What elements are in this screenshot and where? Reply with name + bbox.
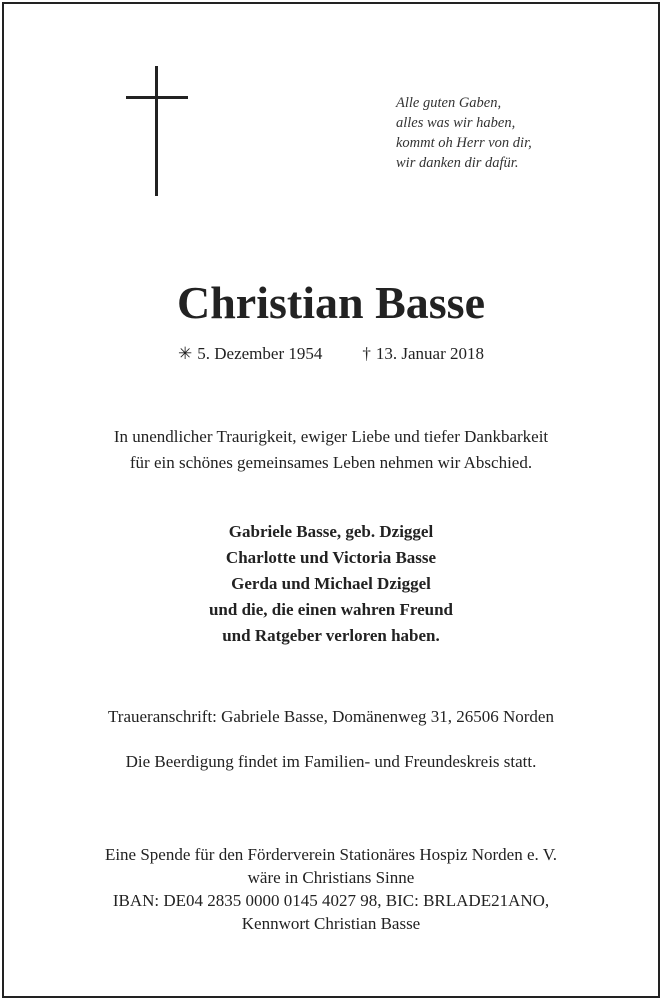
birth-date: 5. Dezember 1954 [197, 344, 323, 363]
donation-line: IBAN: DE04 2835 0000 0145 4027 98, BIC: BRLADE21ANO, [112, 891, 550, 910]
farewell-text [0, 424, 662, 476]
birth-star-icon: ✳ [178, 344, 193, 363]
farewell-line: In unendlicher Traurigkeit, ewiger Liebe und tiefer Dankbarkeit [113, 427, 549, 446]
verse-line: alles was wir haben, [396, 115, 516, 131]
life-dates [0, 342, 662, 366]
verse-line: Alle guten Gaben, [396, 95, 502, 111]
mourner-line: und die, die einen wahren Freund [208, 600, 454, 619]
verse-line: kommt oh Herr von dir, [396, 135, 532, 151]
mourner-line: und Ratgeber verloren haben. [222, 626, 440, 645]
cross-icon [126, 66, 188, 196]
donation-note [0, 843, 662, 935]
cross-vertical-bar [155, 66, 158, 196]
mourning-address: Traueranschrift: Gabriele Basse, Domänenweg 31, 26506 Norden [108, 707, 554, 726]
mourner-line: Charlotte und Victoria Basse [225, 548, 437, 567]
deceased-name: Christian Basse [177, 277, 485, 328]
verse-block [396, 93, 616, 173]
donation-line: wäre in Christians Sinne [247, 868, 415, 887]
donation-line: Kennwort Christian Basse [241, 914, 421, 933]
farewell-line: für ein schönes gemeinsames Leben nehmen wir Abschied. [129, 453, 533, 472]
donation-line: Eine Spende für den Förderverein Stationäres Hospiz Norden e. V. [104, 845, 558, 864]
verse-line: wir danken dir dafür. [396, 155, 519, 171]
mourner-line: Gabriele Basse, geb. Dziggel [228, 522, 434, 541]
mourner-line: Gerda und Michael Dziggel [231, 574, 431, 593]
death-dagger-icon: † [362, 344, 371, 363]
cross-horizontal-bar [126, 96, 188, 99]
funeral-note: Die Beerdigung findet im Familien- und Freundeskreis statt. [125, 752, 537, 771]
death-date: 13. Januar 2018 [375, 344, 484, 363]
mourners-list [0, 519, 662, 649]
